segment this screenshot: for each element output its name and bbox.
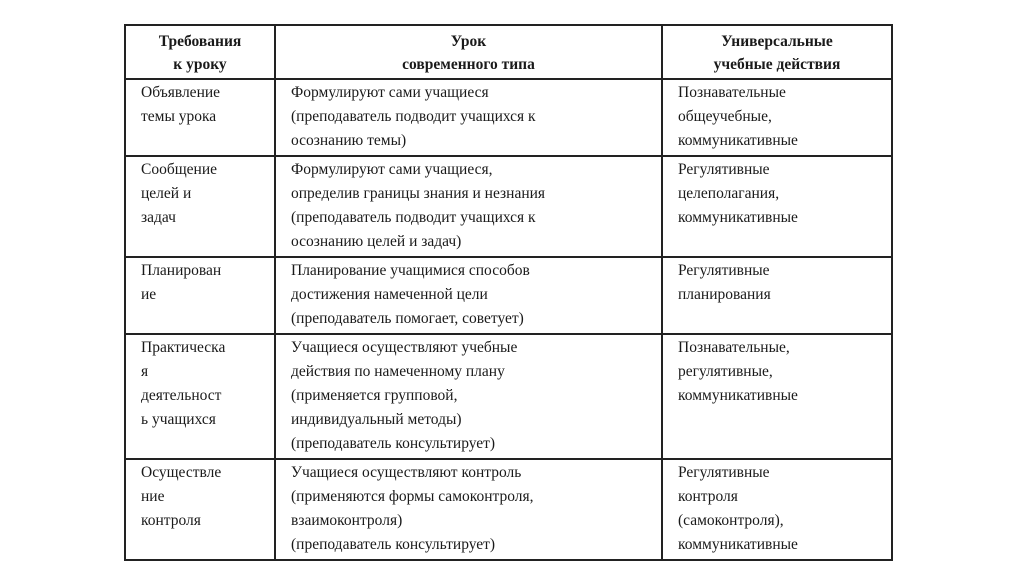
table-row [125,156,892,257]
actions-cell: Регулятивные целеполагания, коммуникативные [662,156,892,257]
table-row [125,257,892,334]
actions-cell: Регулятивные планирования [662,257,892,334]
table-row [125,334,892,459]
actions-cell: Познавательные, регулятивные, коммуникативные [662,334,892,459]
lesson-cell: Формулируют сами учащиеся, определив границы знания и незнания (преподаватель подводит учащихся к осознанию целей и задач) [275,156,662,257]
lesson-cell: Формулируют сами учащиеся (преподаватель подводит учащихся к осознанию темы) [275,79,662,156]
requirement-cell: Практическа я деятельност ь учащихся [125,334,275,459]
requirement-cell: Осуществле ние контроля [125,459,275,560]
header-requirements: Требования к уроку [125,25,275,79]
requirement-cell: Планирован ие [125,257,275,334]
actions-cell: Регулятивные контроля (самоконтроля), коммуникативные [662,459,892,560]
lesson-comparison-table-container [124,24,891,561]
lesson-cell: Учащиеся осуществляют учебные действия по намеченному плану (применяется групповой, индивидуальный методы) (преподаватель консультирует) [275,334,662,459]
table-header-row [125,25,892,79]
actions-cell: Познавательные общеучебные, коммуникативные [662,79,892,156]
table-row [125,79,892,156]
requirement-cell: Объявление темы урока [125,79,275,156]
table-row [125,459,892,560]
header-learning-actions: Универсальные учебные действия [662,25,892,79]
lesson-comparison-table [124,24,893,561]
lesson-cell: Планирование учащимися способов достижения намеченной цели (преподаватель помогает, советует) [275,257,662,334]
requirement-cell: Сообщение целей и задач [125,156,275,257]
lesson-cell: Учащиеся осуществляют контроль (применяются формы самоконтроля, взаимоконтроля) (преподаватель консультирует) [275,459,662,560]
header-modern-lesson: Урок современного типа [275,25,662,79]
